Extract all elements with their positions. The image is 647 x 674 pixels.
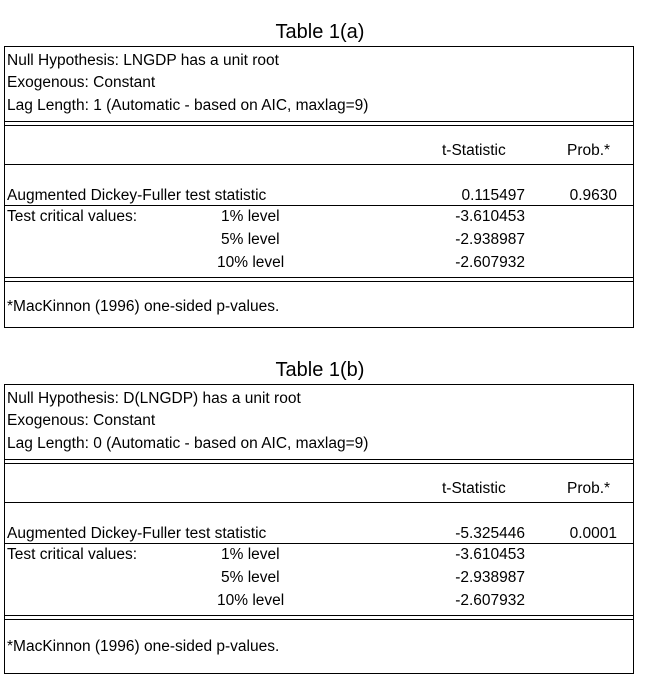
level-label: 10% level: [217, 592, 285, 609]
level-value: -2.607932: [455, 254, 525, 271]
critical-values-label: Test critical values:: [7, 208, 138, 225]
column-header-rule: [5, 502, 633, 503]
column-header-t-statistic: t-Statistic: [442, 142, 506, 159]
lag-length: Lag Length: 1 (Automatic - based on AIC, maxlag=9): [7, 97, 369, 114]
exogenous: Exogenous: Constant: [7, 412, 156, 429]
null-hypothesis: Null Hypothesis: LNGDP has a unit root: [7, 52, 279, 69]
column-header-prob: Prob.*: [567, 480, 611, 497]
adf-t-statistic: 0.115497: [461, 187, 525, 204]
adf-rule: [5, 543, 633, 544]
null-hypothesis: Null Hypothesis: D(LNGDP) has a unit root: [7, 390, 301, 407]
footnote: *MacKinnon (1996) one-sided p-values.: [7, 298, 280, 315]
level-value: -3.610453: [455, 208, 525, 225]
level-value: -2.938987: [455, 231, 525, 248]
adf-prob: 0.9630: [569, 187, 617, 204]
level-label: 5% level: [221, 569, 280, 586]
footer-rule-top: [5, 277, 633, 278]
column-header-prob: Prob.*: [567, 142, 611, 159]
adf-label: Augmented Dickey-Fuller test statistic: [7, 187, 267, 204]
level-label: 10% level: [217, 254, 285, 271]
level-value: -3.610453: [455, 546, 525, 563]
exogenous: Exogenous: Constant: [7, 74, 156, 91]
lag-length: Lag Length: 0 (Automatic - based on AIC, maxlag=9): [7, 435, 369, 452]
level-value: -2.938987: [455, 569, 525, 586]
footer-rule-top: [5, 615, 633, 616]
header-rule-top: [5, 121, 633, 122]
adf-rule: [5, 205, 633, 206]
table-1a: [4, 46, 634, 328]
table-1b-caption: Table 1(b): [275, 359, 365, 381]
footer-rule-bottom: [5, 281, 633, 282]
table-1a-caption: Table 1(a): [275, 21, 365, 43]
column-header-rule: [5, 164, 633, 165]
header-rule-top: [5, 459, 633, 460]
level-label: 1% level: [221, 208, 280, 225]
column-header-t-statistic: t-Statistic: [442, 480, 506, 497]
adf-label: Augmented Dickey-Fuller test statistic: [7, 525, 267, 542]
level-label: 1% level: [221, 546, 280, 563]
table-1b: [4, 384, 634, 674]
level-value: -2.607932: [455, 592, 525, 609]
header-rule-bottom: [5, 125, 633, 126]
footnote: *MacKinnon (1996) one-sided p-values.: [7, 638, 280, 655]
critical-values-label: Test critical values:: [7, 546, 138, 563]
adf-prob: 0.0001: [569, 525, 617, 542]
footer-rule-bottom: [5, 619, 633, 620]
level-label: 5% level: [221, 231, 280, 248]
adf-t-statistic: -5.325446: [455, 525, 525, 542]
header-rule-bottom: [5, 463, 633, 464]
